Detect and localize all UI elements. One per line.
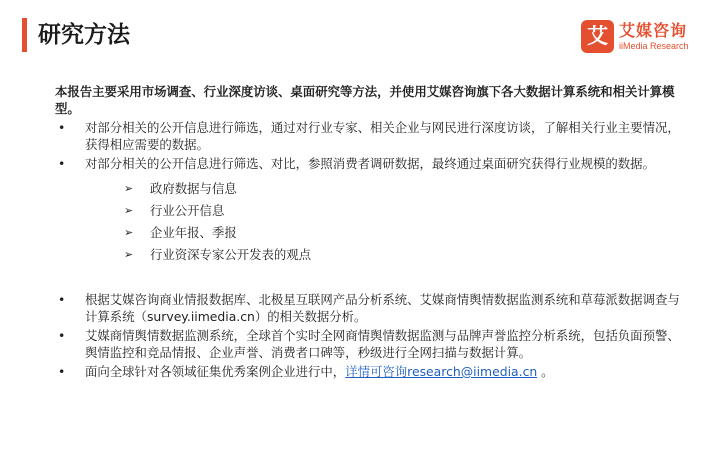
spacer [55, 266, 680, 291]
list-item [55, 291, 680, 325]
bullet-icon: • [58, 156, 66, 171]
bullet-text: 对部分相关的公开信息进行筛选，通过对行业专家、相关企业与网民进行深度访谈，了解相关行业主要情况，获得相应需要的数据。 [85, 120, 680, 152]
page-title: 研究方法 [38, 22, 130, 48]
content-body [55, 83, 680, 382]
bullet-text: 根据艾媒咨询商业情报数据库、北极星互联网产品分析系统、艾媒商情舆情数据监测系统和草莓派数据调查与计算系统（survey.iimedia.cn）的相关数据分析。 [85, 292, 680, 324]
bullet-icon: • [58, 292, 66, 307]
bullet-text: 对部分相关的公开信息进行筛选、对比，参照消费者调研数据，最终通过桌面研究获得行业规模的数据。 [85, 156, 655, 171]
title-accent-bar [22, 18, 27, 52]
iimedia-logo [581, 20, 699, 56]
sub-item-text: 行业公开信息 [150, 203, 225, 218]
logo-mark: 艾 [581, 20, 614, 53]
bullet-text-prefix: 面向全球针对各领域征集优秀案例企业进行中， [85, 364, 346, 379]
arrow-bullet-icon: ➢ [124, 226, 134, 239]
sub-item-text: 企业年报、季报 [150, 225, 237, 240]
sub-list [55, 178, 680, 266]
intro-paragraph: 本报告主要采用市场调查、行业深度访谈、桌面研究等方法，并使用艾媒咨询旗下各大数据计算系统和相关计算模型。 [55, 84, 675, 116]
logo-subtitle: iiMedia Research [619, 41, 689, 51]
contact-email-link[interactable]: 详情可咨询research@iimedia.cn [345, 364, 538, 379]
list-item [55, 155, 680, 172]
arrow-bullet-icon: ➢ [124, 182, 134, 195]
sub-list-item [124, 200, 680, 222]
list-item [55, 119, 680, 153]
bullet-text-suffix: 。 [537, 364, 554, 379]
bullet-icon: • [58, 120, 66, 135]
bullet-text: 艾媒商情舆情数据监测系统，全球首个实时全网商情舆情数据监测与品牌声誉监控分析系统，包括负面预警、舆情监控和竞品情报、企业声誉、消费者口碑等，秒级进行全网扫描与数据计算。 [85, 328, 680, 360]
arrow-bullet-icon: ➢ [124, 248, 134, 261]
list-item [55, 363, 680, 380]
list-item [55, 327, 680, 361]
sub-item-text: 政府数据与信息 [150, 181, 237, 196]
bullet-icon: • [58, 364, 66, 379]
sub-list-item [124, 178, 680, 200]
sub-list-item [124, 222, 680, 244]
bullet-icon: • [58, 328, 66, 343]
sub-list-item [124, 244, 680, 266]
logo-name: 艾媒咨询 [619, 21, 688, 40]
arrow-bullet-icon: ➢ [124, 204, 134, 217]
sub-item-text: 行业资深专家公开发表的观点 [150, 247, 312, 262]
